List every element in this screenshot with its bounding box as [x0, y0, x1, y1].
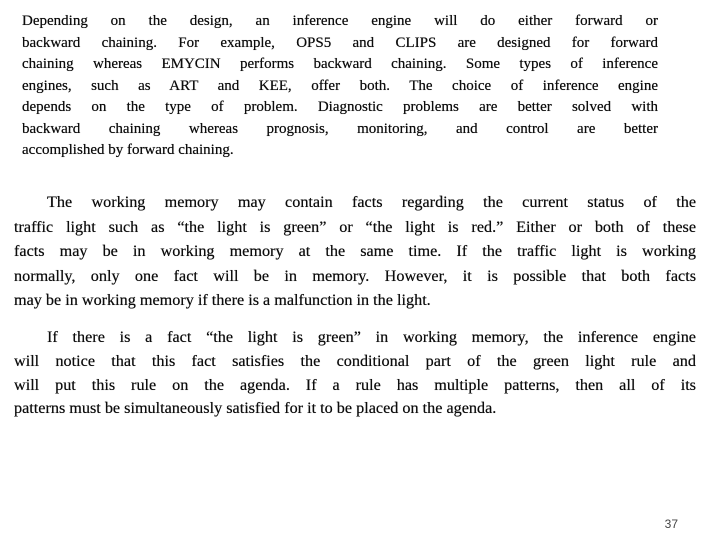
text-line: will put this rule on the agenda. If a rule has multiple patterns, then all of its [14, 375, 696, 394]
text-line: If there is a fact “the light is green” in working memory, the inference engine [47, 328, 696, 346]
text-line: chaining whereas EMYCIN performs backward chaining. Some types of inference [22, 56, 658, 72]
paragraph-agenda-rule [14, 326, 696, 421]
text-line: traffic light such as “the light is green” or “the light is red.” Either or both of these [14, 217, 696, 236]
text-line: accomplished by forward chaining. [22, 142, 234, 158]
text-line: will notice that this fact satisfies the conditional part of the green light rule and [14, 351, 696, 370]
text-line: may be in working memory if there is a malfunction in the light. [14, 291, 431, 310]
paragraph-working-memory-facts [14, 190, 696, 313]
text-line: normally, only one fact will be in memory. However, it is possible that both facts [14, 266, 696, 285]
text-line: depends on the type of problem. Diagnostic problems are better solved with [22, 99, 658, 115]
text-line: facts may be in working memory at the same time. If the traffic light is working [14, 242, 696, 261]
text-line: patterns must be simultaneously satisfied for it to be placed on the agenda. [14, 399, 497, 418]
page-number: 37 [664, 517, 678, 531]
text-line: backward chaining. For example, OPS5 and CLIPS are designed for forward [22, 34, 658, 51]
text-line: The working memory may contain facts regarding the current status of the [47, 193, 696, 211]
text-line: Depending on the design, an inference engine will do either forward or [22, 13, 658, 29]
paragraph-inference-engine-chaining [22, 11, 658, 162]
text-line: backward chaining whereas prognosis, monitoring, and control are better [22, 120, 658, 137]
text-line: engines, such as ART and KEE, offer both. The choice of inference engine [22, 77, 658, 94]
